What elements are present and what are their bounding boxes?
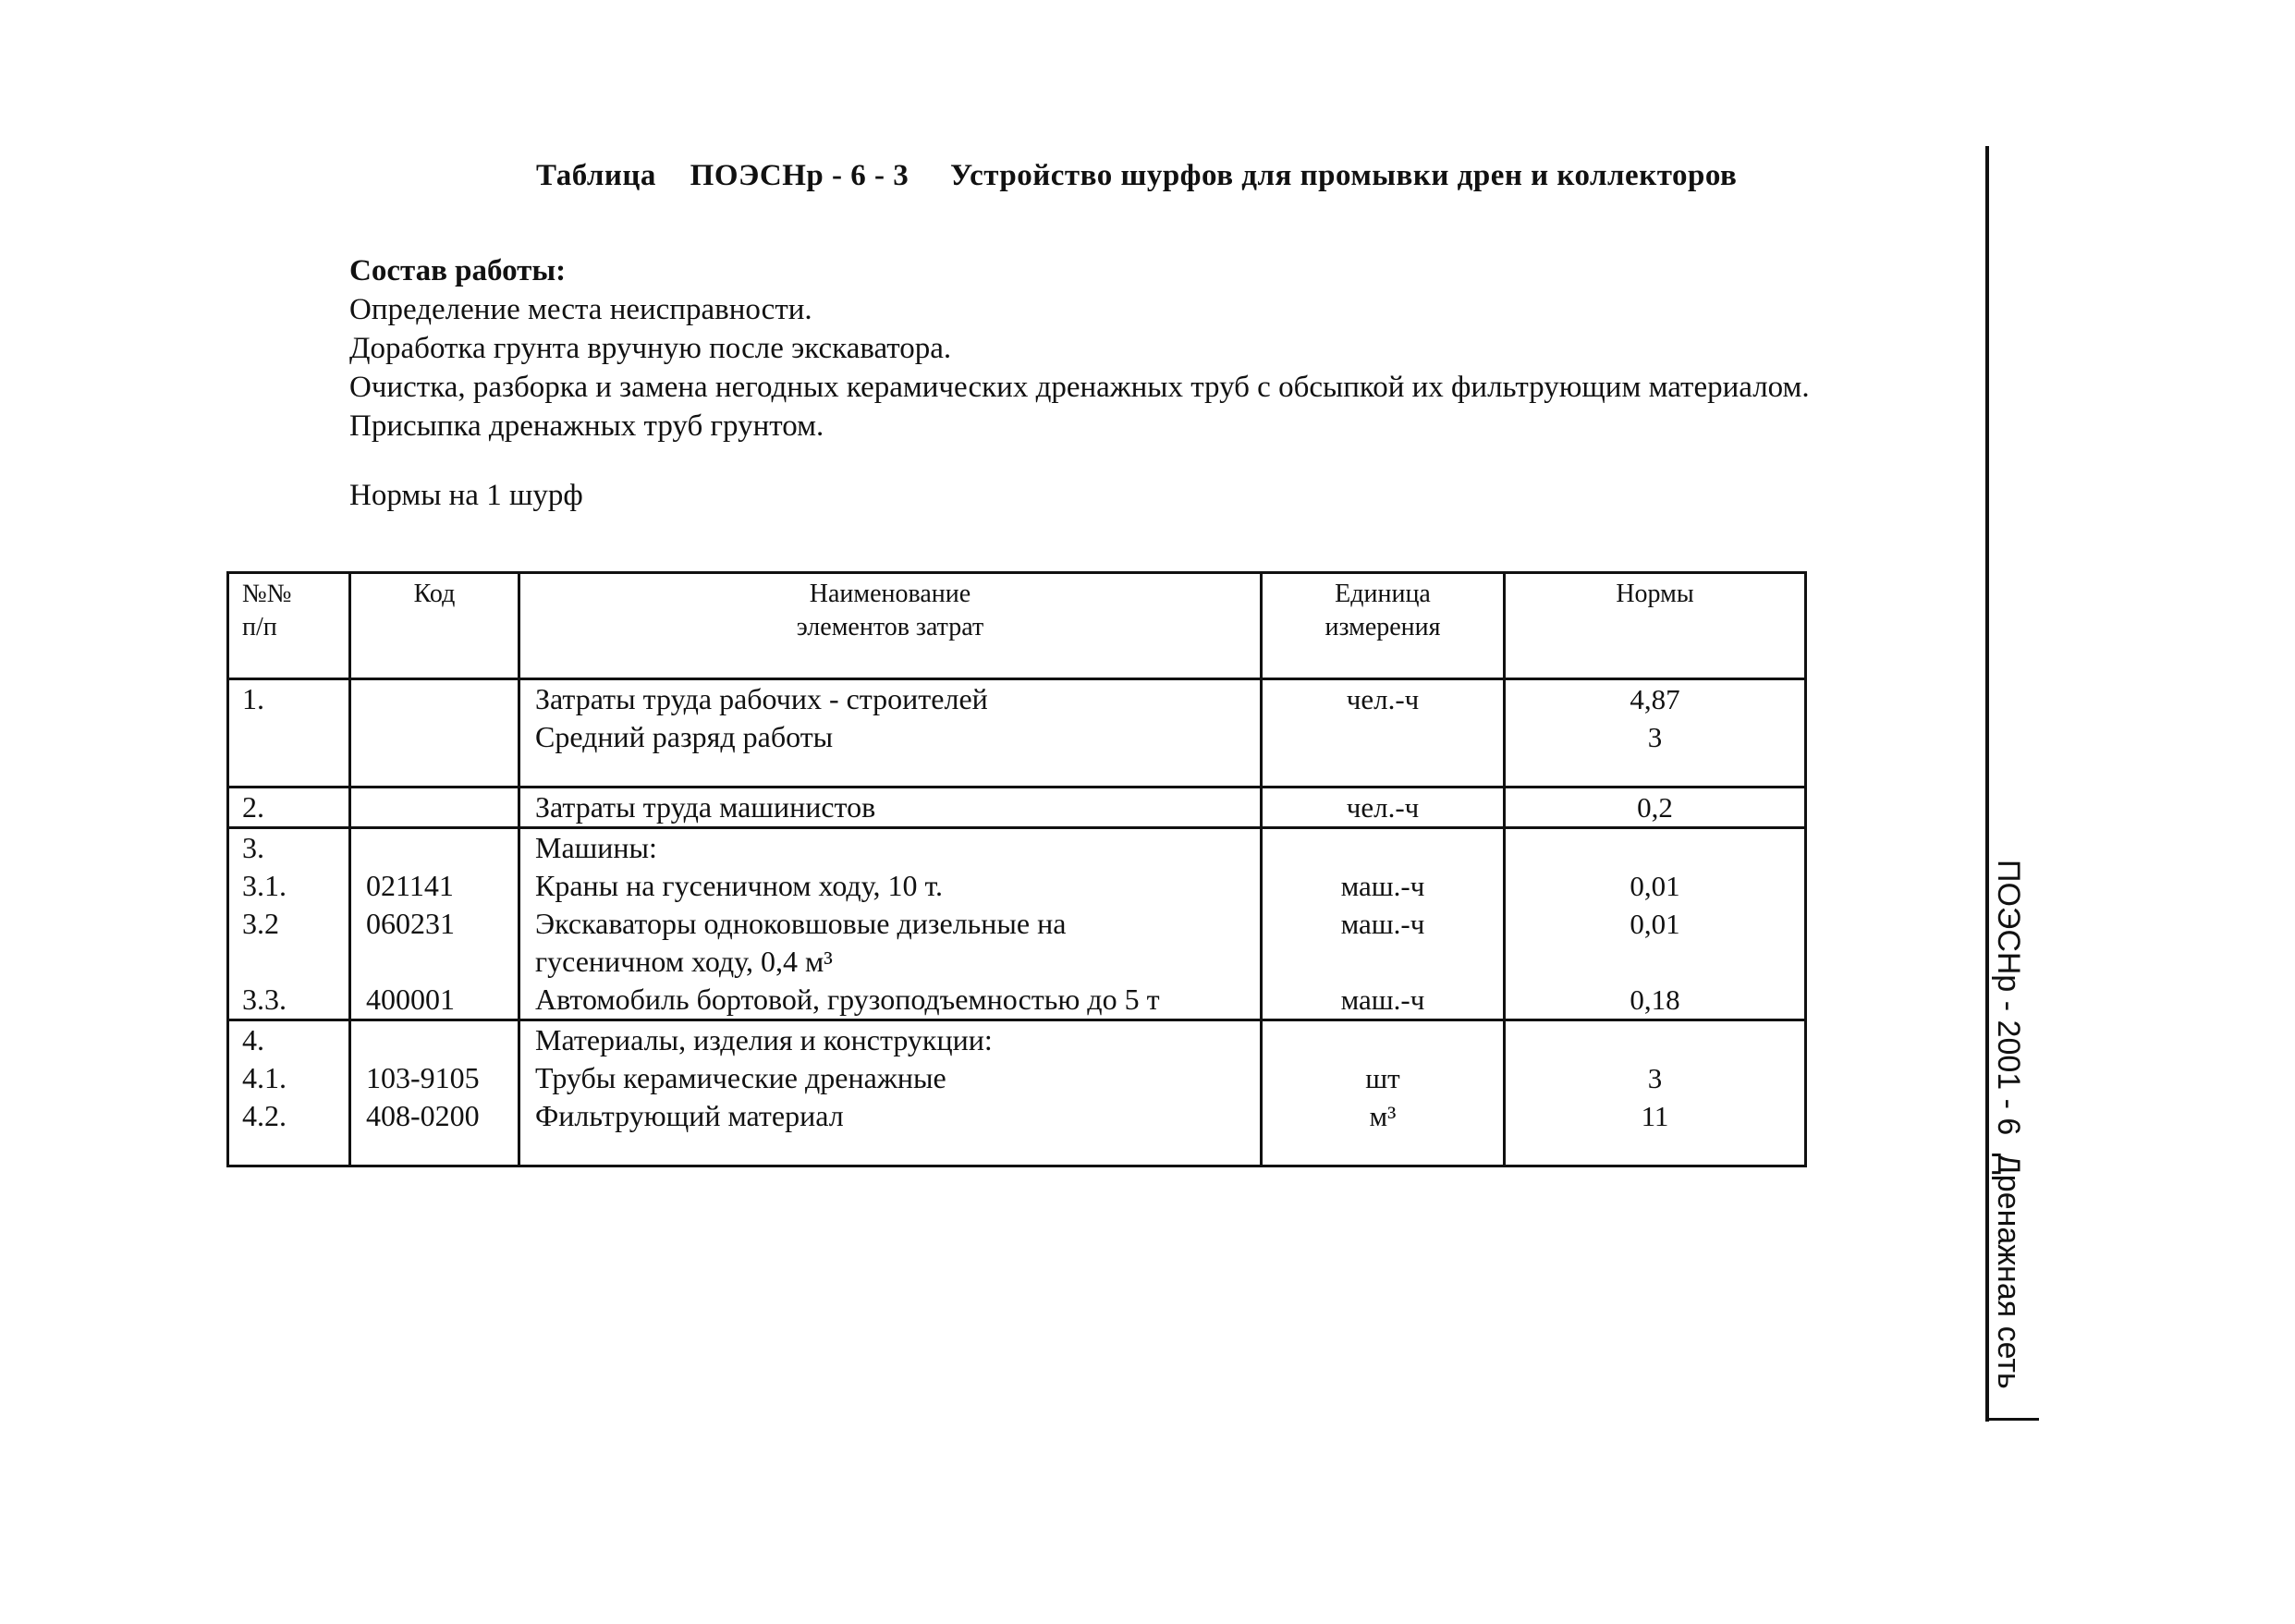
cell-line (1263, 829, 1503, 867)
cell-num (228, 788, 350, 828)
cell-code (350, 1020, 519, 1166)
cell-line (351, 943, 518, 981)
cell-unit (1262, 679, 1505, 788)
cell-line (351, 788, 518, 826)
header-norm: Нормы (1505, 573, 1806, 679)
table-row (228, 1020, 1806, 1166)
cell-line: 4. (242, 1023, 264, 1056)
table-row (228, 828, 1806, 1020)
cell-line (351, 1021, 518, 1059)
cell-line: чел.-ч (1346, 791, 1420, 824)
cell-line: Материалы, изделия и конструкции: (535, 1023, 993, 1056)
table-row (228, 788, 1806, 828)
cell-line: 0,01 (1630, 908, 1680, 940)
cell-line: 3.2 (242, 907, 279, 940)
cell-line: чел.-ч (1346, 683, 1420, 715)
header-unit-line: измерения (1325, 613, 1441, 641)
cell-line: 3.3. (242, 983, 287, 1016)
cell-num (228, 679, 350, 788)
composition-item: Доработка грунта вручную после экскаватора. (349, 332, 952, 365)
header-num (228, 573, 350, 679)
cell-line: 3.1. (242, 869, 287, 902)
cell-line: 0,01 (1630, 870, 1680, 902)
cell-line: 0,18 (1630, 983, 1680, 1016)
cell-line (351, 829, 518, 867)
cell-line: 11 (1641, 1100, 1669, 1132)
cell-name (519, 788, 1262, 828)
cell-line: 3. (242, 831, 264, 864)
cell-line: Экскаваторы одноковшовые дизельные на (535, 907, 1067, 940)
cell-name (519, 679, 1262, 788)
side-label (1990, 860, 2026, 1389)
cell-line: 408-0200 (366, 1099, 480, 1132)
cell-line: гусеничном ходу, 0,4 м³ (535, 945, 833, 978)
cell-line: 0,2 (1637, 791, 1673, 824)
cell-num (228, 1020, 350, 1166)
cell-pad (229, 756, 348, 786)
title-code: ПОЭСНр - 6 - 3 (690, 159, 909, 192)
norms-note: Нормы на 1 шурф (349, 479, 583, 512)
cell-norm (1505, 828, 1806, 1020)
header-name-line: элементов затрат (796, 613, 984, 641)
header-name (519, 573, 1262, 679)
table-row (228, 679, 1806, 788)
table-header-row (228, 573, 1806, 679)
header-unit (1262, 573, 1505, 679)
table-title (536, 159, 1737, 193)
composition-item: Определение места неисправности. (349, 293, 812, 326)
cell-line: 4.2. (242, 1099, 287, 1132)
cell-line: маш.-ч (1340, 870, 1425, 902)
cell-code (350, 679, 519, 788)
cell-norm (1505, 788, 1806, 828)
cell-line: 4.1. (242, 1061, 287, 1094)
cell-line: Средний разряд работы (535, 720, 834, 753)
cell-line: шт (1365, 1062, 1400, 1094)
cell-line: 3 (1647, 721, 1663, 753)
header-unit-line: Единица (1335, 580, 1431, 608)
cell-line: Автомобиль бортовой, грузоподъемностью до 5 т (535, 983, 1160, 1016)
cell-line: 4,87 (1630, 683, 1680, 715)
cell-line: Машины: (535, 831, 657, 864)
cell-line: 103-9105 (366, 1061, 480, 1094)
side-label-title: Дренажная сеть (1991, 1153, 2026, 1389)
cell-norm (1505, 1020, 1806, 1166)
work-composition (349, 251, 1810, 446)
cell-line (1506, 943, 1804, 981)
cell-line: 2. (242, 790, 264, 824)
cell-line (351, 718, 518, 756)
cell-unit (1262, 1020, 1505, 1166)
cell-line: Фильтрующий материал (535, 1099, 844, 1132)
cell-line: Краны на гусеничном ходу, 10 т. (535, 869, 944, 902)
cell-line: м³ (1369, 1100, 1397, 1132)
title-word: Таблица (536, 159, 656, 192)
cell-code (350, 788, 519, 828)
cell-line: маш.-ч (1340, 983, 1425, 1016)
cell-line: 400001 (366, 983, 455, 1016)
header-name-line: Наименование (809, 580, 971, 608)
cell-line: маш.-ч (1340, 908, 1425, 940)
cell-line (229, 943, 348, 981)
header-num-line: п/п (242, 613, 277, 641)
cell-line (229, 718, 348, 756)
cell-line (1506, 1021, 1804, 1059)
cell-line: Затраты труда машинистов (535, 790, 876, 824)
cell-line: Трубы керамические дренажные (535, 1061, 946, 1094)
side-border-line (1985, 146, 1989, 1422)
cell-unit (1262, 828, 1505, 1020)
cell-line: 021141 (366, 869, 454, 902)
cell-line (1263, 718, 1503, 756)
title-text: Устройство шурфов для промывки дрен и коллекторов (949, 159, 1738, 192)
composition-heading: Состав работы: (349, 254, 567, 287)
cell-name (519, 828, 1262, 1020)
cell-line: 060231 (366, 907, 455, 940)
composition-item: Очистка, разборка и замена негодных керамических дренажных труб с обсыпкой их фильтрующим материалом. (349, 371, 1810, 404)
cell-line (1263, 1021, 1503, 1059)
cell-pad (229, 1135, 348, 1165)
side-border-foot (1985, 1418, 2039, 1421)
cell-line (351, 680, 518, 718)
composition-item: Присыпка дренажных труб грунтом. (349, 409, 824, 443)
cell-unit (1262, 788, 1505, 828)
cell-name (519, 1020, 1262, 1166)
header-code: Код (350, 573, 519, 679)
side-label-code: ПОЭСНр - 2001 - 6 (1991, 860, 2026, 1136)
cell-num (228, 828, 350, 1020)
cell-line: Затраты труда рабочих - строителей (535, 682, 988, 715)
cell-line: 3 (1647, 1062, 1663, 1094)
header-num-line: №№ (242, 580, 292, 608)
cell-line: 1. (242, 682, 264, 715)
norms-table (226, 571, 1807, 1167)
cell-norm (1505, 679, 1806, 788)
cell-code (350, 828, 519, 1020)
cell-line (1263, 943, 1503, 981)
cell-line (1506, 829, 1804, 867)
